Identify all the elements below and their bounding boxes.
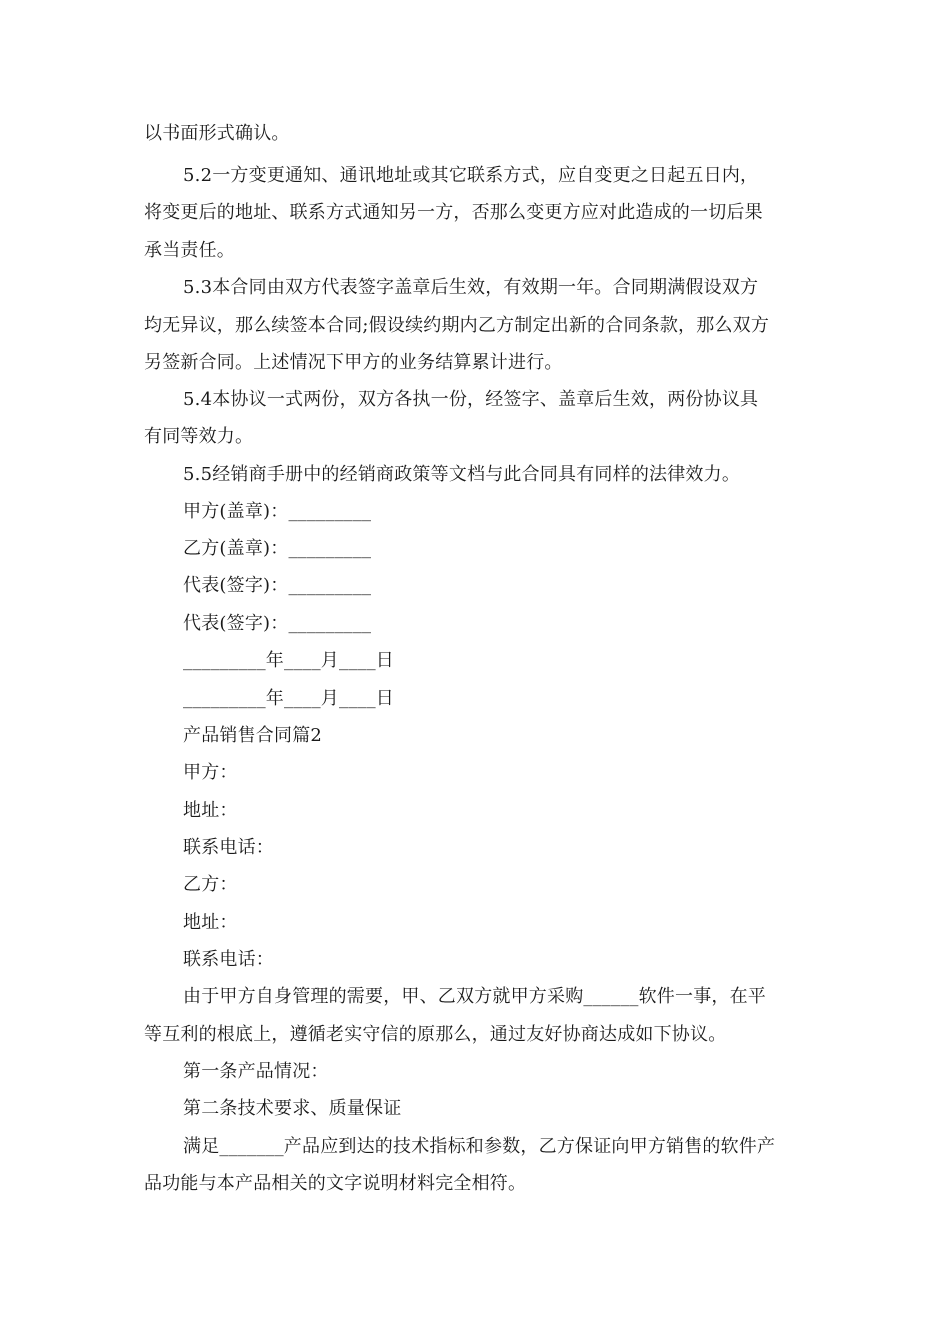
- text-line: 5.5经销商手册中的经销商政策等文档与此合同具有同样的法律效力。: [183, 464, 741, 485]
- party-field: 联系电话：: [183, 949, 274, 970]
- date-line: _________年____月____日: [183, 688, 394, 709]
- signature-line: 乙方(盖章)：_________: [183, 538, 372, 559]
- text-line: 有同等效力。: [144, 426, 254, 447]
- date-line: _________年____月____日: [183, 650, 394, 671]
- text-line: 均无异议，那么续签本合同;假设续约期内乙方制定出新的合同条款，那么双方: [144, 315, 770, 336]
- text-line: 另签新合同。上述情况下甲方的业务结算累计进行。: [144, 352, 563, 373]
- clause-heading: 第二条技术要求、质量保证: [183, 1098, 402, 1119]
- text-line: 承当责任。: [144, 240, 235, 261]
- party-field: 地址：: [183, 912, 238, 933]
- party-field: 甲方：: [183, 762, 238, 783]
- text-line: 5.3本合同由双方代表签字盖章后生效，有效期一年。合同期满假设双方: [183, 277, 759, 298]
- text-line: 以书面形式确认。: [144, 123, 290, 144]
- section-title: 产品销售合同篇2: [183, 725, 323, 746]
- text-line: 将变更后的地址、联系方式通知另一方，否那么变更方应对此造成的一切后果: [144, 202, 763, 223]
- signature-line: 代表(签字)：_________: [183, 613, 372, 634]
- party-field: 地址：: [183, 800, 238, 821]
- party-field: 联系电话：: [183, 837, 274, 858]
- text-line: 品功能与本产品相关的文字说明材料完全相符。: [144, 1173, 527, 1194]
- text-line: 等互利的根底上，遵循老实守信的原那么，通过友好协商达成如下协议。: [144, 1024, 727, 1045]
- signature-line: 代表(签字)：_________: [183, 575, 372, 596]
- signature-line: 甲方(盖章)：_________: [183, 501, 372, 522]
- text-line: 5.4本协议一式两份，双方各执一份，经签字、盖章后生效，两份协议具: [183, 389, 759, 410]
- text-line: 5.2一方变更通知、通讯地址或其它联系方式，应自变更之日起五日内，: [183, 165, 759, 186]
- clause-heading: 第一条产品情况：: [183, 1061, 329, 1082]
- text-line: 满足_______产品应到达的技术指标和参数，乙方保证向甲方销售的软件产: [183, 1136, 776, 1157]
- text-line: 由于甲方自身管理的需要，甲、乙双方就甲方采购______软件一事，在平: [183, 986, 766, 1007]
- party-field: 乙方：: [183, 874, 238, 895]
